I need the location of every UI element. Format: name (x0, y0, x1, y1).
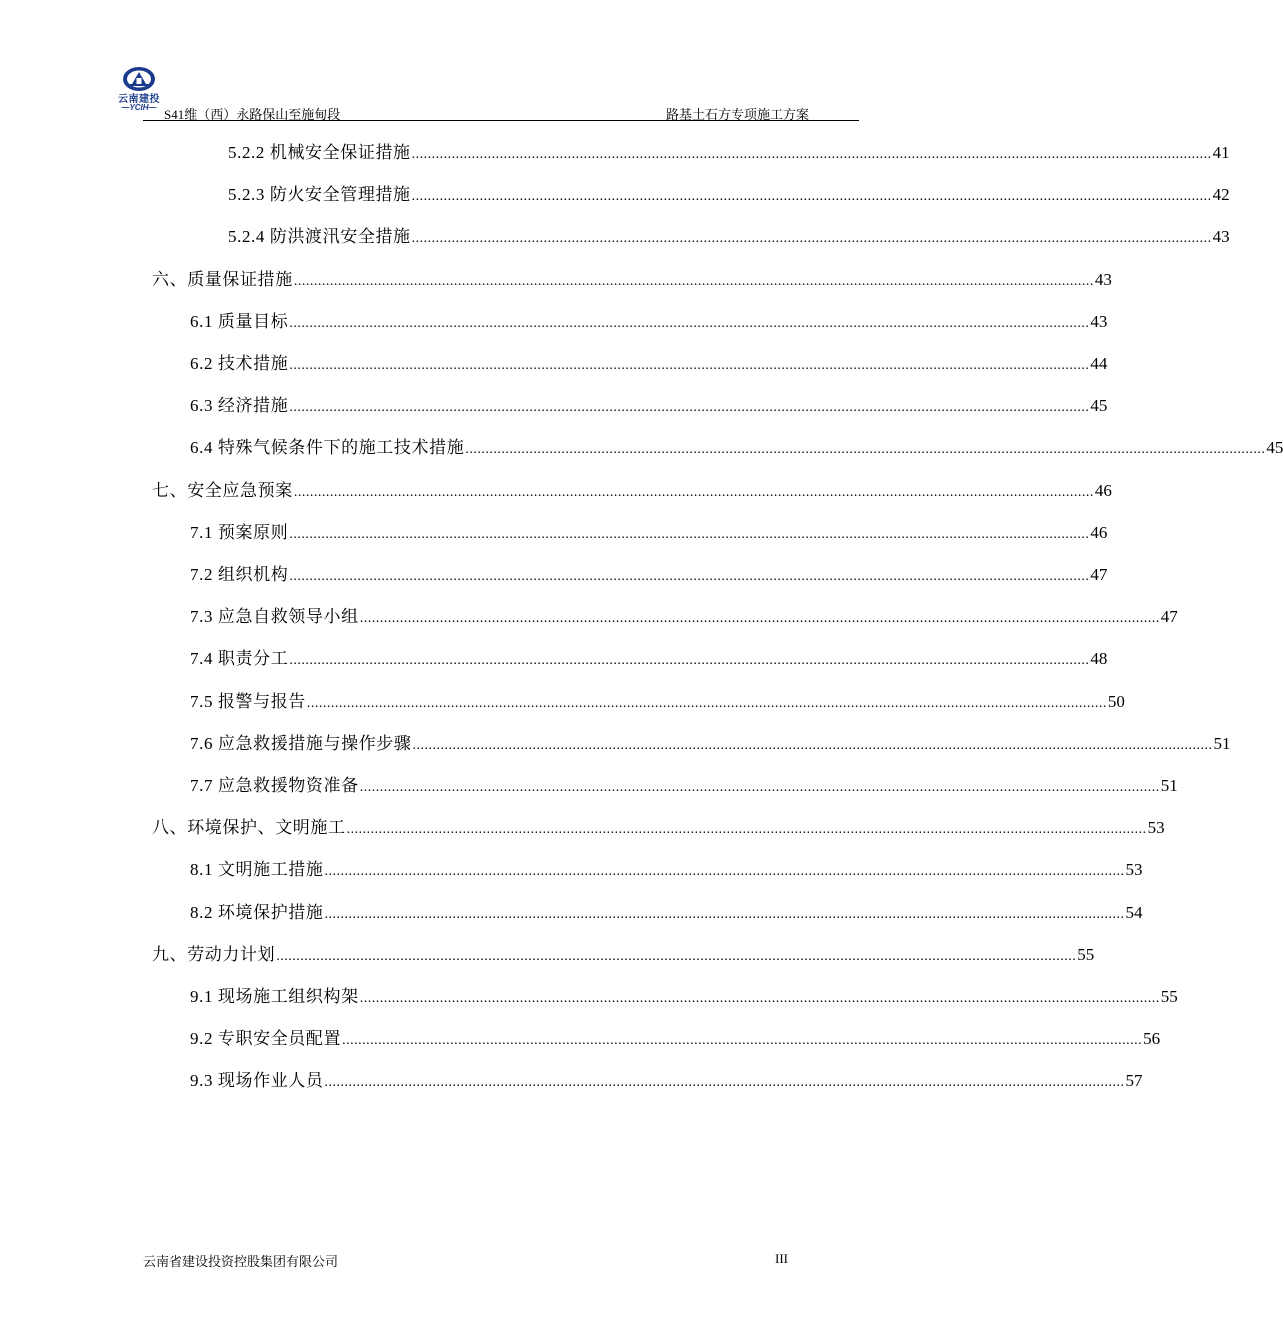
toc-entry-title: 八、环境保护、文明施工 (152, 818, 346, 837)
toc-entry[interactable] (190, 393, 1108, 419)
toc-entry-page: 47 (1090, 565, 1108, 584)
toc-entry-page: 51 (1213, 734, 1231, 753)
logo-name: 云南建投 (118, 94, 160, 105)
toc-dot-leader: ........................................................................................................................................................................................................ (289, 358, 1090, 373)
toc-dot-leader: ........................................................................................................................................................................................................ (306, 696, 1107, 711)
toc-entry-page: 51 (1160, 776, 1178, 795)
toc-entry[interactable] (190, 646, 1108, 672)
toc-entry[interactable] (190, 1068, 1143, 1094)
toc-entry-page: 55 (1160, 987, 1178, 1006)
toc-entry-title: 5.2.4 防洪渡汛安全措施 (228, 227, 411, 246)
toc-entry-title: 9.1 现场施工组织构架 (190, 987, 359, 1006)
toc-dot-leader: ........................................................................................................................................................................................................ (289, 316, 1090, 331)
toc-entry-title: 7.3 应急自救领导小组 (190, 607, 359, 626)
footer-company: 云南省建设投资控股集团有限公司 (143, 1254, 339, 1269)
toc-entry-title: 9.2 专职安全员配置 (190, 1029, 342, 1048)
toc-dot-leader: ........................................................................................................................................................................................................ (465, 442, 1266, 457)
toc-entry-title: 6.4 特殊气候条件下的施工技术措施 (190, 438, 465, 457)
toc-dot-leader: ........................................................................................................................................................................................................ (289, 400, 1090, 415)
toc-dot-leader: ........................................................................................................................................................................................................ (342, 1033, 1143, 1048)
toc-entry-page: 50 (1107, 692, 1125, 711)
toc-entry-page: 47 (1160, 607, 1178, 626)
toc-dot-leader: ........................................................................................................................................................................................................ (289, 527, 1090, 542)
toc-entry-title: 6.1 质量目标 (190, 312, 289, 331)
toc-entry-title: 5.2.2 机械安全保证措施 (228, 143, 411, 162)
toc-dot-leader: ........................................................................................................................................................................................................ (324, 907, 1125, 922)
toc-entry[interactable] (228, 224, 1230, 250)
toc-dot-leader: ........................................................................................................................................................................................................ (359, 991, 1160, 1006)
company-logo (112, 66, 166, 116)
toc-entry-title: 7.2 组织机构 (190, 565, 289, 584)
toc-dot-leader: ........................................................................................................................................................................................................ (411, 147, 1212, 162)
toc-entry[interactable] (228, 140, 1230, 166)
toc-dot-leader: ........................................................................................................................................................................................................ (412, 738, 1213, 753)
toc-entry[interactable] (190, 562, 1108, 588)
toc-entry-page: 55 (1077, 945, 1095, 964)
toc-entry-page: 45 (1090, 396, 1108, 415)
toc-dot-leader: ........................................................................................................................................................................................................ (289, 569, 1090, 584)
toc-dot-leader: ........................................................................................................................................................................................................ (346, 822, 1147, 837)
logo-abbr: —YCIH— (121, 103, 157, 112)
toc-dot-leader: ........................................................................................................................................................................................................ (324, 1075, 1125, 1090)
toc-entry-title: 九、劳动力计划 (152, 945, 276, 964)
toc-entry-page: 43 (1212, 227, 1230, 246)
toc-entry[interactable] (190, 435, 1283, 461)
toc-entry[interactable] (190, 604, 1178, 630)
toc-entry-page: 53 (1125, 860, 1143, 879)
toc-entry[interactable] (152, 815, 1165, 841)
toc-entry-title: 6.3 经济措施 (190, 396, 289, 415)
toc-entry[interactable] (190, 773, 1178, 799)
toc-dot-leader: ........................................................................................................................................................................................................ (276, 949, 1077, 964)
header-divider (143, 120, 859, 121)
toc-entry-page: 56 (1143, 1029, 1161, 1048)
toc-entry-title: 9.3 现场作业人员 (190, 1071, 324, 1090)
toc-entry-title: 7.5 报警与报告 (190, 692, 306, 711)
toc-entry[interactable] (190, 731, 1231, 757)
toc-entry-page: 43 (1090, 312, 1108, 331)
toc-entry-page: 42 (1212, 185, 1230, 204)
toc-dot-leader: ........................................................................................................................................................................................................ (411, 231, 1212, 246)
toc-entry[interactable] (190, 1026, 1161, 1052)
toc-entry-page: 53 (1147, 818, 1165, 837)
header-project-name: S41维（西）永路保山至施甸段 (164, 107, 341, 122)
toc-entry-page: 54 (1125, 903, 1143, 922)
toc-entry-page: 46 (1090, 523, 1108, 542)
toc-dot-leader: ........................................................................................................................................................................................................ (293, 274, 1094, 289)
toc-entry-title: 6.2 技术措施 (190, 354, 289, 373)
toc-entry-title: 8.1 文明施工措施 (190, 860, 324, 879)
toc-entry-title: 5.2.3 防火安全管理措施 (228, 185, 411, 204)
toc-dot-leader: ........................................................................................................................................................................................................ (359, 780, 1160, 795)
toc-entry-page: 45 (1266, 438, 1283, 457)
footer-page-number: III (775, 1251, 788, 1266)
logo-emblem-icon (122, 66, 156, 92)
toc-entry-title: 7.1 预案原则 (190, 523, 289, 542)
toc-entry[interactable] (152, 267, 1112, 293)
toc-dot-leader: ........................................................................................................................................................................................................ (359, 611, 1160, 626)
toc-dot-leader: ........................................................................................................................................................................................................ (324, 864, 1125, 879)
toc-entry[interactable] (190, 351, 1108, 377)
toc-entry[interactable] (152, 942, 1095, 968)
toc-entry-page: 44 (1090, 354, 1108, 373)
toc-entry[interactable] (190, 309, 1108, 335)
toc-entry[interactable] (190, 984, 1178, 1010)
toc-entry[interactable] (190, 857, 1143, 883)
header-document-title: 路基土石方专项施工方案 (665, 107, 809, 122)
toc-entry-page: 46 (1094, 481, 1112, 500)
toc-entry[interactable] (152, 478, 1112, 504)
toc-entry-title: 六、质量保证措施 (152, 270, 293, 289)
toc-entry[interactable] (228, 182, 1230, 208)
toc-entry-page: 48 (1090, 649, 1108, 668)
toc-entry[interactable] (190, 520, 1108, 546)
toc-entry-title: 七、安全应急预案 (152, 481, 293, 500)
toc-entry[interactable] (190, 689, 1125, 715)
toc-entry-title: 7.6 应急救援措施与操作步骤 (190, 734, 412, 753)
toc-entry-page: 43 (1094, 270, 1112, 289)
toc-entry-title: 8.2 环境保护措施 (190, 903, 324, 922)
toc-entry[interactable] (190, 900, 1143, 926)
toc-entry-page: 57 (1125, 1071, 1143, 1090)
toc-entry-title: 7.4 职责分工 (190, 649, 289, 668)
toc-entry-title: 7.7 应急救援物资准备 (190, 776, 359, 795)
toc-dot-leader: ........................................................................................................................................................................................................ (411, 189, 1212, 204)
toc-dot-leader: ........................................................................................................................................................................................................ (293, 485, 1094, 500)
toc-entry-page: 41 (1212, 143, 1230, 162)
toc-dot-leader: ........................................................................................................................................................................................................ (289, 653, 1090, 668)
